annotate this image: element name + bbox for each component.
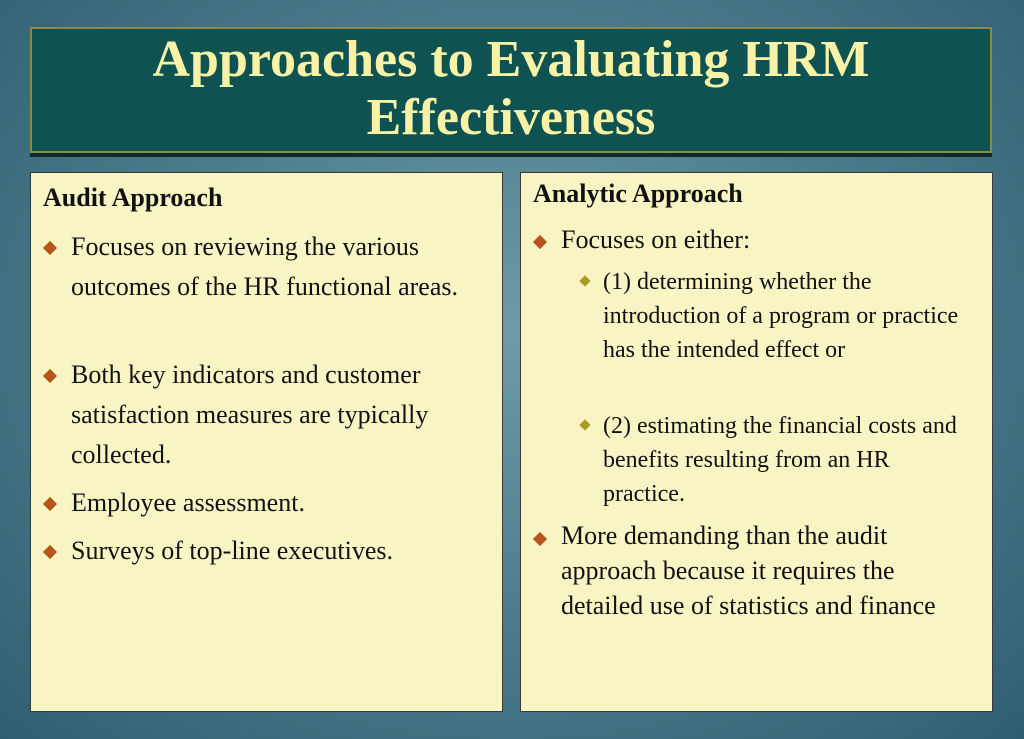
slide-title-line2: Effectiveness — [366, 89, 656, 146]
audit-bullet-text: Employee assessment. — [71, 488, 305, 517]
analytic-bullet-text: Focuses on either: — [561, 225, 751, 254]
analytic-sub-bullet-1 — [581, 265, 976, 367]
audit-bullet-text: Surveys of top-line executives. — [71, 536, 394, 565]
title-bar — [30, 27, 992, 153]
analytic-bullet-1 — [535, 221, 975, 259]
audit-bullet-text: Focuses on reviewing the various outcomes of the HR functional areas. — [71, 232, 458, 301]
audit-bullet-4 — [45, 531, 490, 571]
analytic-bullet-text: More demanding than the audit approach because it requires the detailed use of statistics and finance — [561, 521, 936, 620]
slide-title-line1: Approaches to Evaluating HRM — [152, 31, 870, 88]
audit-bullet-text: Both key indicators and customer satisfaction measures are typically collected. — [71, 360, 429, 469]
title-divider — [30, 153, 992, 157]
analytic-sub-bullet-text: (2) estimating the financial costs and benefits resulting from an HR practice. — [603, 413, 957, 507]
audit-approach-panel — [30, 172, 503, 712]
analytic-sub-bullet-text: (1) determining whether the introduction of a program or practice has the intended effect or — [603, 269, 959, 363]
audit-bullet-3 — [45, 483, 485, 523]
analytic-sub-bullet-2 — [581, 409, 976, 511]
audit-approach-heading: Audit Approach — [43, 183, 223, 212]
analytic-bullet-2 — [535, 518, 983, 623]
analytic-approach-heading: Analytic Approach — [533, 179, 743, 208]
slide-title — [32, 31, 990, 147]
audit-bullet-2 — [45, 355, 490, 475]
analytic-approach-panel — [520, 172, 993, 712]
audit-bullet-1 — [45, 227, 485, 307]
